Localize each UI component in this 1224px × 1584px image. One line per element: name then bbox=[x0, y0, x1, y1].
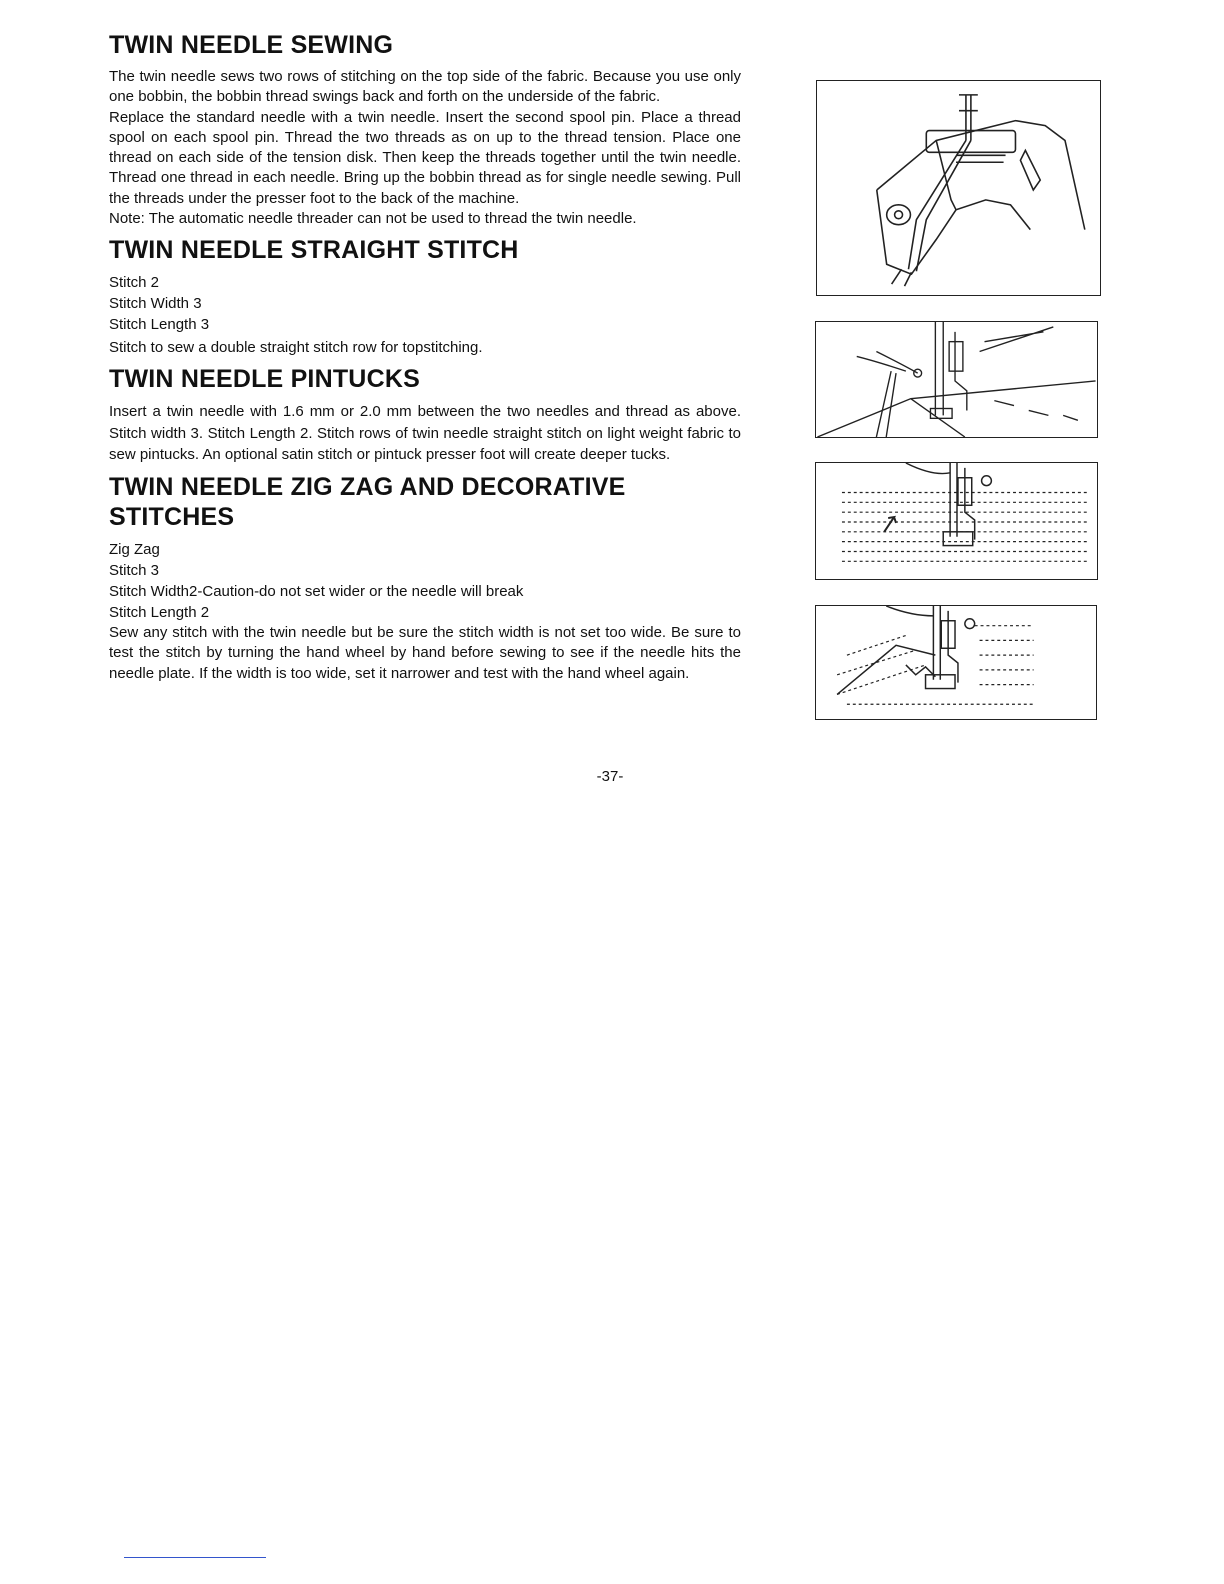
section-pintucks bbox=[109, 364, 741, 466]
paragraph-zigzag: Sew any stitch with the twin needle but be sure the stitch width is not set too wide. Be sure to test the stitch by turning the hand wheel by hand before sewing to see if the needle hits the needle plate. If the width is too wide, set it narrower and test with the hand wheel again. bbox=[109, 623, 741, 682]
heading-straight-stitch: TWIN NEEDLE STRAIGHT STITCH bbox=[109, 236, 519, 265]
main-text-column bbox=[109, 30, 741, 690]
heading-zigzag: TWIN NEEDLE ZIG ZAG AND DECORATIVE STITCHES bbox=[109, 472, 626, 531]
paragraph-intro: The twin needle sews two rows of stitching on the top side of the fabric. Because you use only one bobbin, the bobbin thread swings back and forth on the underside of the fabric. bbox=[109, 68, 741, 106]
paragraph-threading: Replace the standard needle with a twin needle. Insert the second spool pin. Place a thread spool on each spool pin. Thread the two threads as on up to the thread tension. Place one thread on each side of the tension disk. Then keep the threads together until the twin needle. Thread one thread in each needle. Bring up the bobbin thread as for single needle sewing. Pull the threads under the presser foot to the back of the machine. bbox=[109, 108, 741, 207]
paragraph-pintucks: Insert a twin needle with 1.6 mm or 2.0 mm between the two needles and thread as above. Stitch width 3. Stitch Length 2. Stitch rows of twin needle straight stitch on light weight fabric to sew pintucks. An optional satin stitch or pintuck presser foot will create deeper tucks. bbox=[109, 403, 741, 464]
setting-line: Stitch 2 bbox=[109, 274, 160, 292]
heading-twin-needle-sewing: TWIN NEEDLE SEWING bbox=[109, 31, 394, 59]
setting-line: Stitch Width2-Caution-do not set wider or the needle will break bbox=[109, 582, 524, 600]
footer-rule bbox=[124, 1557, 266, 1558]
section-zigzag bbox=[109, 472, 741, 685]
figure-straight-stitch bbox=[815, 321, 1098, 438]
zigzag-illustration bbox=[816, 606, 1096, 719]
setting-line: Stitch to sew a double straight stitch row for topstitching. bbox=[109, 339, 483, 357]
pintucks-illustration bbox=[816, 463, 1097, 579]
heading-pintucks: TWIN NEEDLE PINTUCKS bbox=[109, 365, 420, 394]
setting-line: Zig Zag bbox=[109, 540, 160, 558]
figure-machine-threading bbox=[816, 80, 1101, 296]
straight-stitch-illustration bbox=[816, 322, 1097, 437]
section-twin-needle-sewing bbox=[109, 30, 741, 229]
setting-line: Stitch Width 3 bbox=[109, 295, 202, 313]
section-straight-stitch bbox=[109, 235, 741, 358]
paragraph-note: Note: The automatic needle threader can not be used to thread the twin needle. bbox=[109, 210, 637, 228]
page-number: -37- bbox=[596, 768, 624, 785]
setting-line: Stitch 3 bbox=[109, 561, 160, 579]
figure-zigzag bbox=[815, 605, 1097, 720]
setting-line: Stitch Length 2 bbox=[109, 603, 210, 621]
machine-threading-illustration bbox=[817, 81, 1100, 295]
figure-pintucks bbox=[815, 462, 1098, 580]
setting-line: Stitch Length 3 bbox=[109, 316, 210, 334]
